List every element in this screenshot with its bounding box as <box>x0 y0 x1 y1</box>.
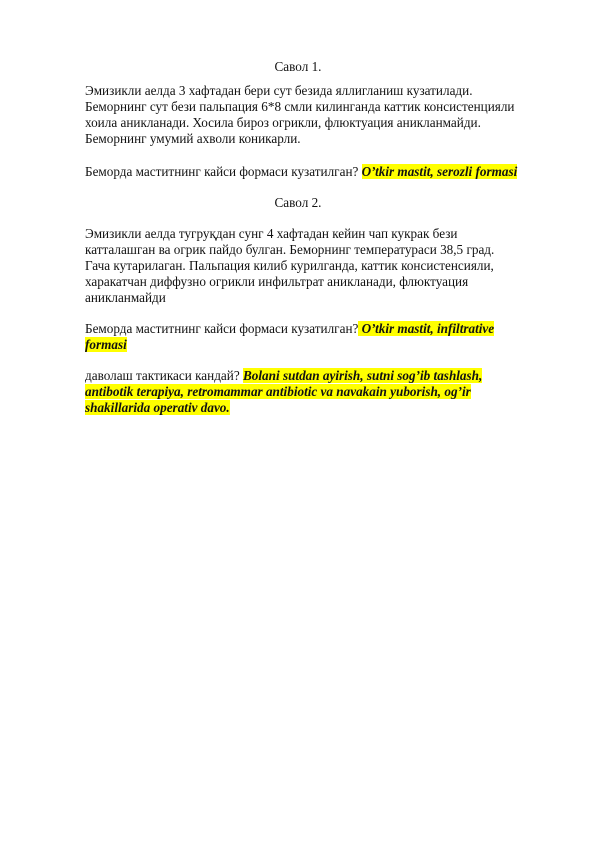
highlighted-answer: formasi <box>85 337 127 352</box>
treatment-line <box>85 368 555 384</box>
paragraph-line: хоила аникланади. Хосила бироз огрикли, флюктуация аникланмайди. <box>85 115 481 130</box>
treatment-question-text: даволаш тактикаси кандай? <box>85 368 243 383</box>
question-1-paragraph <box>85 83 555 147</box>
question-text: Беморда маститнинг кайси формаси кузатилган? <box>85 164 362 179</box>
treatment-line <box>85 400 555 416</box>
paragraph-line: Гача кутарилаган. Пальпация килиб курилганда, каттик консистенсияли, <box>85 258 494 273</box>
question-line <box>85 164 555 180</box>
question-text: Беморда маститнинг кайси формаси кузатилган? <box>85 321 359 336</box>
question-1-prompt <box>85 164 555 180</box>
paragraph-line: аникланмайди <box>85 290 166 305</box>
paragraph-line: Беморнинг умумий ахволи коникарли. <box>85 131 301 146</box>
paragraph-line: Эмизикли аелда тугруқдан сунг 4 хафтадан кейин чап кукрак бези <box>85 226 458 241</box>
question-2-prompt <box>85 321 555 353</box>
highlighted-answer: O’tkir mastit, serozli formasi <box>361 164 518 179</box>
highlighted-answer: O’tkir mastit, infiltrative <box>358 321 495 336</box>
highlighted-treatment: Bolani sutdan ayirish, sutni sog’ib tashlash, <box>243 368 483 383</box>
paragraph-line: Беморнинг сут бези пальпация 6*8 смли килинганда каттик консистенцияли <box>85 99 515 114</box>
treatment-prompt <box>85 368 555 416</box>
question-line <box>85 321 555 337</box>
paragraph-line: харакатчан диффузно огрикли инфильтрат аникланади, флюктуация <box>85 274 469 289</box>
highlighted-treatment: shakillarida operativ davo. <box>85 400 230 415</box>
question-2-paragraph <box>85 226 555 306</box>
paragraph-line: катталашган ва огрик пайдо булган. Беморнинг температураси 38,5 град. <box>85 242 495 257</box>
paragraph-line: Эмизикли аелда 3 хафтадан бери сут безида яллигланиш кузатилади. <box>85 83 473 98</box>
question-2-title: Савол 2. <box>274 195 322 210</box>
highlighted-treatment: antibotik terapiya, retromammar antibiotic va navakain yuborish, og’ir <box>85 384 471 399</box>
treatment-line <box>85 384 555 400</box>
question-1-title: Савол 1. <box>274 59 322 74</box>
answer-continuation-line <box>85 337 555 353</box>
